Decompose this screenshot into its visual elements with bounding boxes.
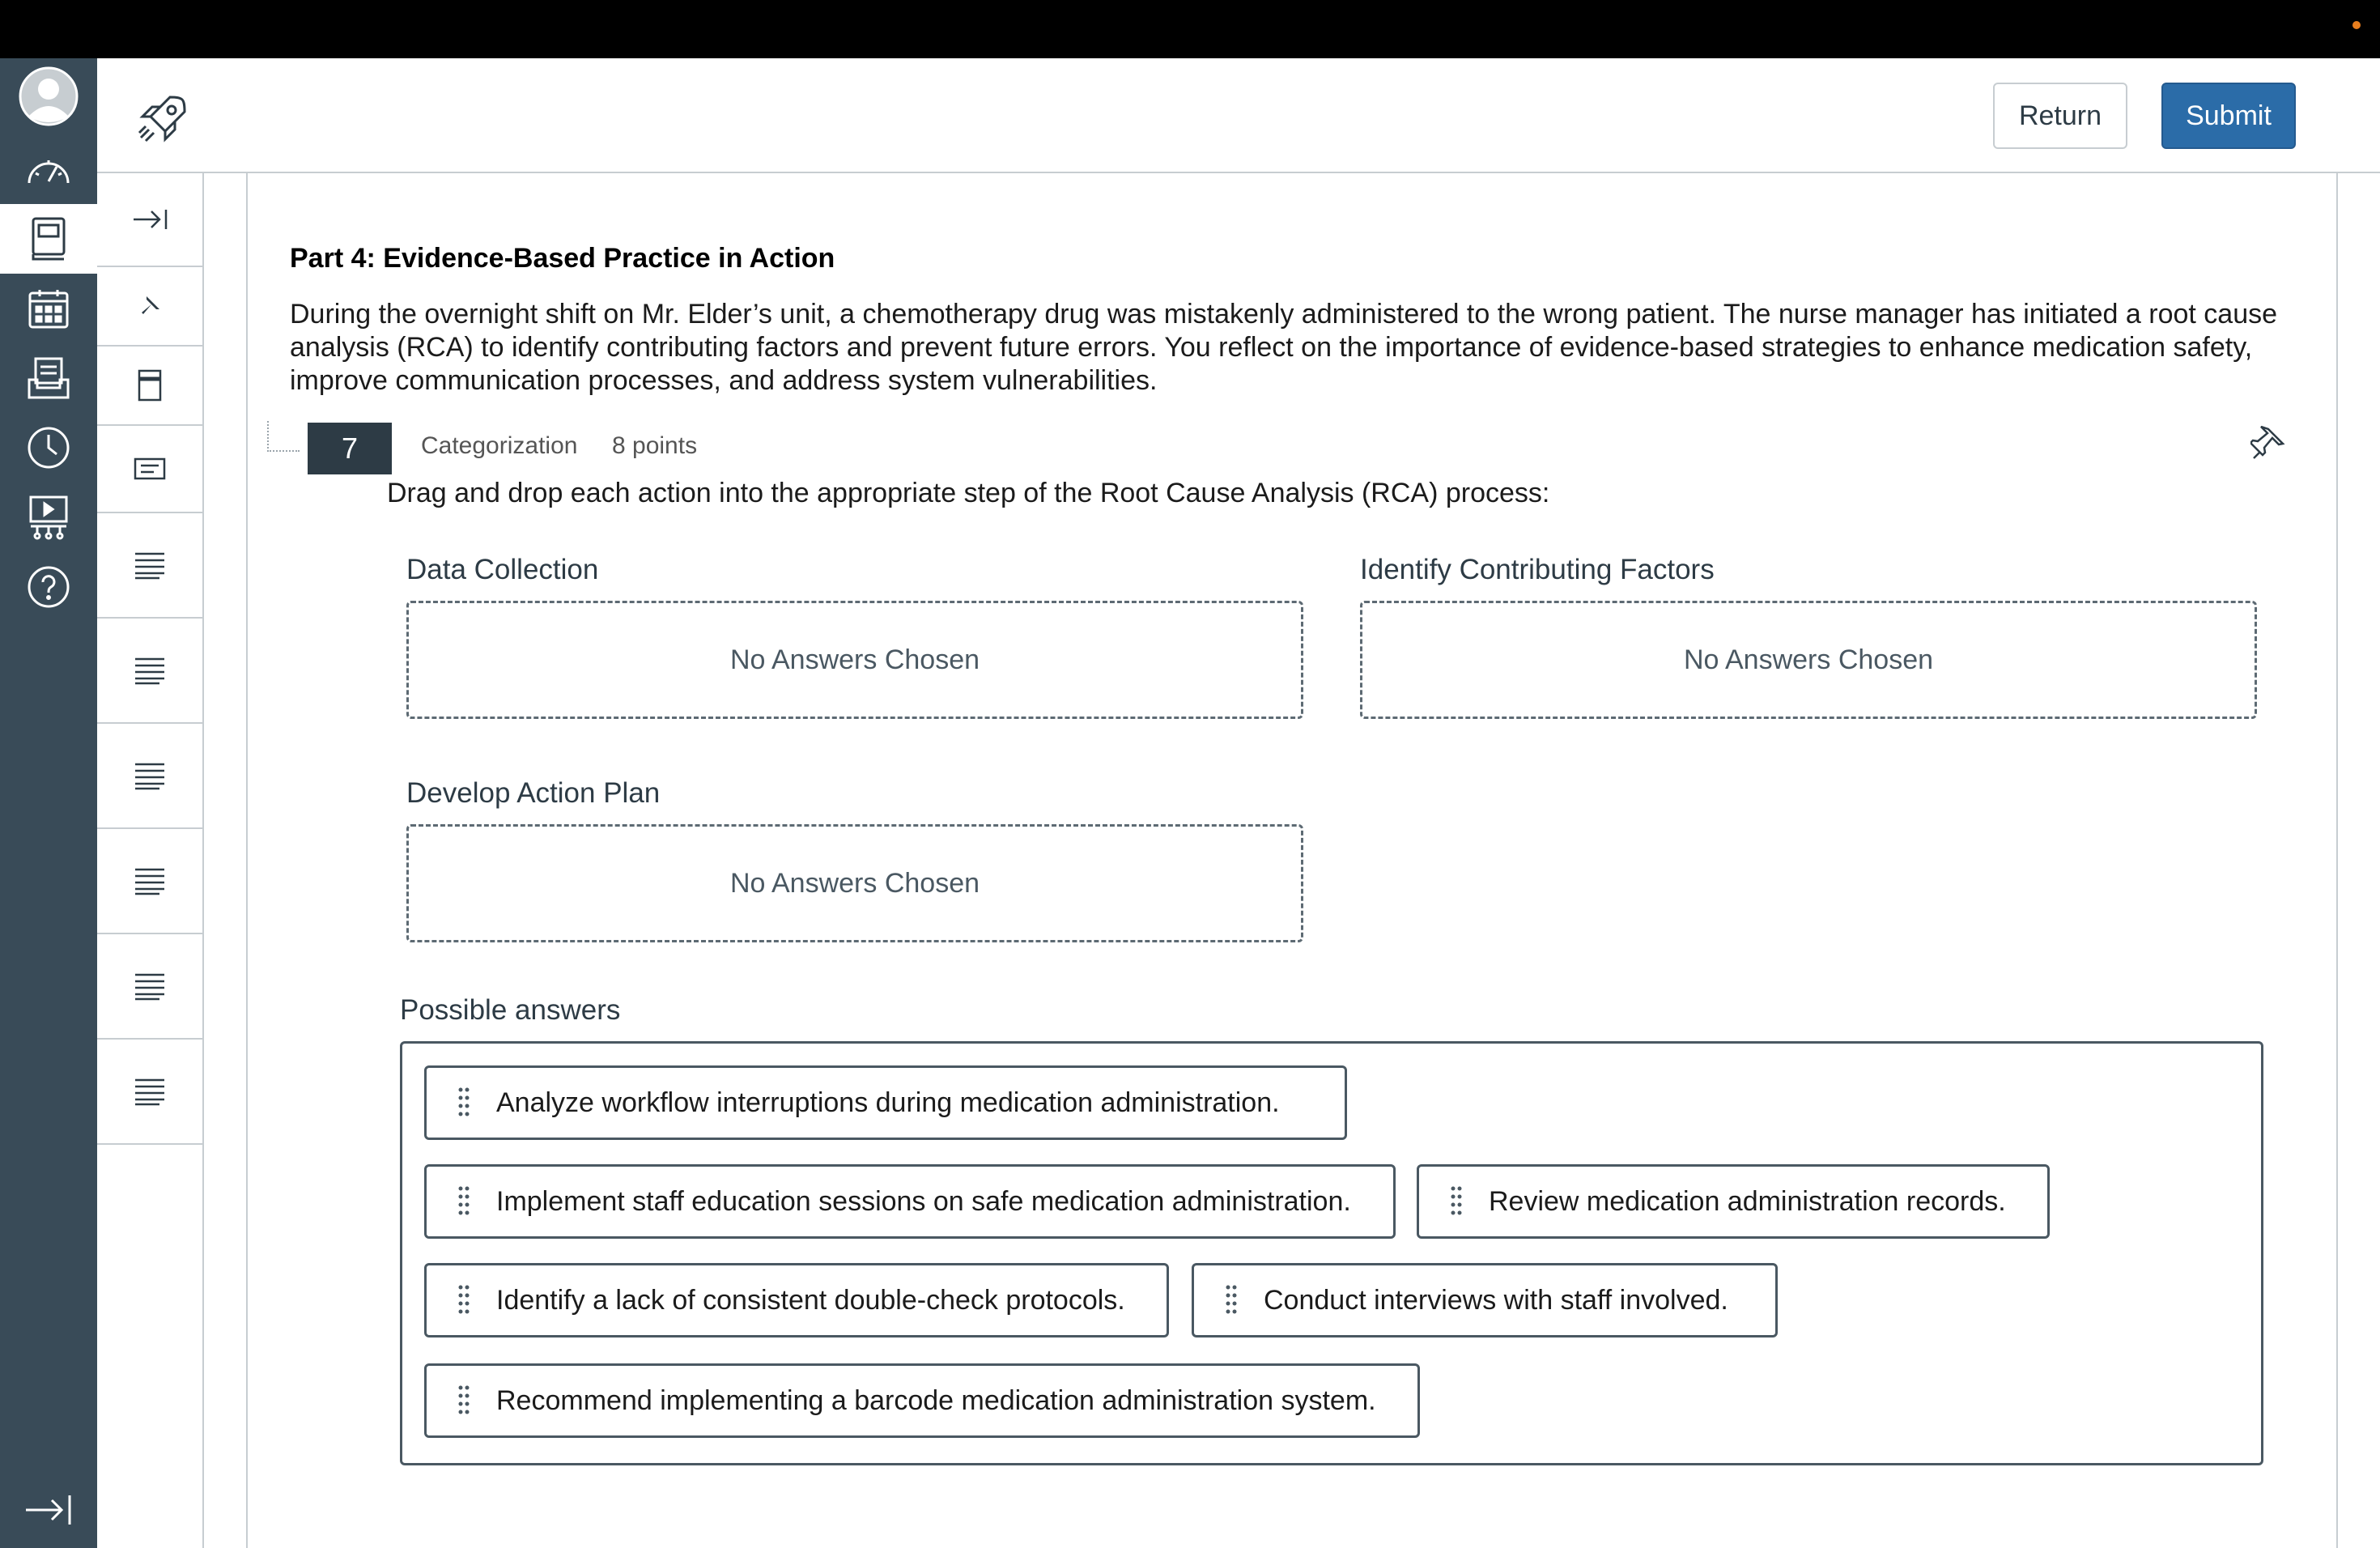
- category-label: Data Collection: [406, 554, 599, 585]
- possible-answers-label: Possible answers: [400, 994, 621, 1026]
- drop-zone-data-collection[interactable]: No Answers Chosen: [406, 601, 1303, 719]
- question-number: 7: [308, 423, 392, 474]
- calendar-icon[interactable]: [0, 274, 97, 343]
- drop-zone-action-plan[interactable]: No Answers Chosen: [406, 824, 1303, 942]
- drag-handle-icon[interactable]: [440, 1185, 488, 1218]
- drop-zone-identify-factors[interactable]: No Answers Chosen: [1360, 601, 2257, 719]
- pin-icon: [2250, 426, 2286, 461]
- pin-icon: [138, 295, 161, 317]
- courses-icon[interactable]: [0, 204, 97, 274]
- nav-question-item[interactable]: [97, 1040, 202, 1145]
- nav-question-item[interactable]: [97, 829, 202, 934]
- global-nav: [0, 58, 97, 1548]
- drag-handle-icon[interactable]: [440, 1284, 488, 1316]
- nav-page-item[interactable]: [97, 347, 202, 426]
- drag-handle-icon[interactable]: [1207, 1284, 1256, 1316]
- history-icon[interactable]: [0, 413, 97, 483]
- top-bar: [0, 0, 2380, 58]
- submit-button[interactable]: Submit: [2161, 83, 2296, 149]
- category-label: Identify Contributing Factors: [1360, 554, 1715, 585]
- pin-question-button[interactable]: [2250, 426, 2286, 466]
- avatar[interactable]: [0, 62, 97, 131]
- question-type: Categorization: [421, 432, 578, 459]
- answer-text: Recommend implementing a barcode medication administration system.: [496, 1384, 1376, 1416]
- list-icon: [134, 1077, 166, 1106]
- answer-chip[interactable]: [424, 1065, 1347, 1140]
- list-icon: [134, 761, 166, 790]
- answer-chip[interactable]: [424, 1263, 1169, 1337]
- question-points: 8 points: [612, 432, 698, 459]
- nav-question-item[interactable]: [97, 934, 202, 1040]
- collapse-panel-button[interactable]: [97, 173, 202, 267]
- text-block-icon: [134, 457, 166, 480]
- studio-icon[interactable]: [0, 483, 97, 552]
- collapse-nav-icon[interactable]: [0, 1475, 97, 1545]
- answer-text: Conduct interviews with staff involved.: [1264, 1284, 1728, 1316]
- quiz-header: [97, 58, 2380, 173]
- status-dot: [2352, 21, 2361, 29]
- question-navigator: [97, 173, 204, 1548]
- rocket-icon: [138, 92, 189, 144]
- user-icon: [19, 66, 79, 126]
- answer-text: Review medication administration records.: [1489, 1185, 2006, 1217]
- answer-chip[interactable]: [424, 1363, 1420, 1438]
- page-icon: [138, 369, 162, 402]
- nav-question-item[interactable]: [97, 619, 202, 724]
- answer-text: Implement staff education sessions on safe medication administration.: [496, 1185, 1351, 1217]
- question-connector: [267, 421, 300, 452]
- answer-text: Analyze workflow interruptions during medication administration.: [496, 1087, 1280, 1118]
- category-label: Develop Action Plan: [406, 777, 661, 809]
- drag-handle-icon[interactable]: [440, 1087, 488, 1119]
- part-title: Part 4: Evidence-Based Practice in Action: [290, 243, 835, 274]
- help-icon[interactable]: [0, 552, 97, 622]
- return-button[interactable]: Return: [1993, 83, 2127, 149]
- nav-question-item[interactable]: [97, 724, 202, 829]
- answer-chip[interactable]: [1192, 1263, 1778, 1337]
- question-prompt: Drag and drop each action into the appropriate step of the Root Cause Analysis (RCA) process:: [387, 478, 1550, 508]
- inbox-icon[interactable]: [0, 343, 97, 413]
- pinned-questions[interactable]: [97, 267, 202, 347]
- drag-handle-icon[interactable]: [1432, 1185, 1481, 1218]
- nav-question-item[interactable]: [97, 513, 202, 619]
- list-icon: [134, 656, 166, 685]
- dashboard-icon[interactable]: [0, 134, 97, 204]
- list-icon: [134, 866, 166, 895]
- list-icon: [134, 551, 166, 580]
- nav-text-item[interactable]: [97, 426, 202, 513]
- collapse-right-icon: [132, 208, 168, 231]
- answer-text: Identify a lack of consistent double-check protocols.: [496, 1284, 1125, 1316]
- list-icon: [134, 972, 166, 1001]
- answer-chip[interactable]: [1417, 1164, 2050, 1239]
- answer-chip[interactable]: [424, 1164, 1396, 1239]
- part-intro: During the overnight shift on Mr. Elder’s unit, a chemotherapy drug was mistakenly administered to the wrong patient. The nurse manager has initiated a root cause analysis (RCA) to identify contributing factors and prevent future errors. You reflect on the importance of evidence-based strategies to enhance medication safety, improve communication processes, and address system vulnerabilities.: [290, 299, 2278, 396]
- drag-handle-icon[interactable]: [440, 1384, 488, 1417]
